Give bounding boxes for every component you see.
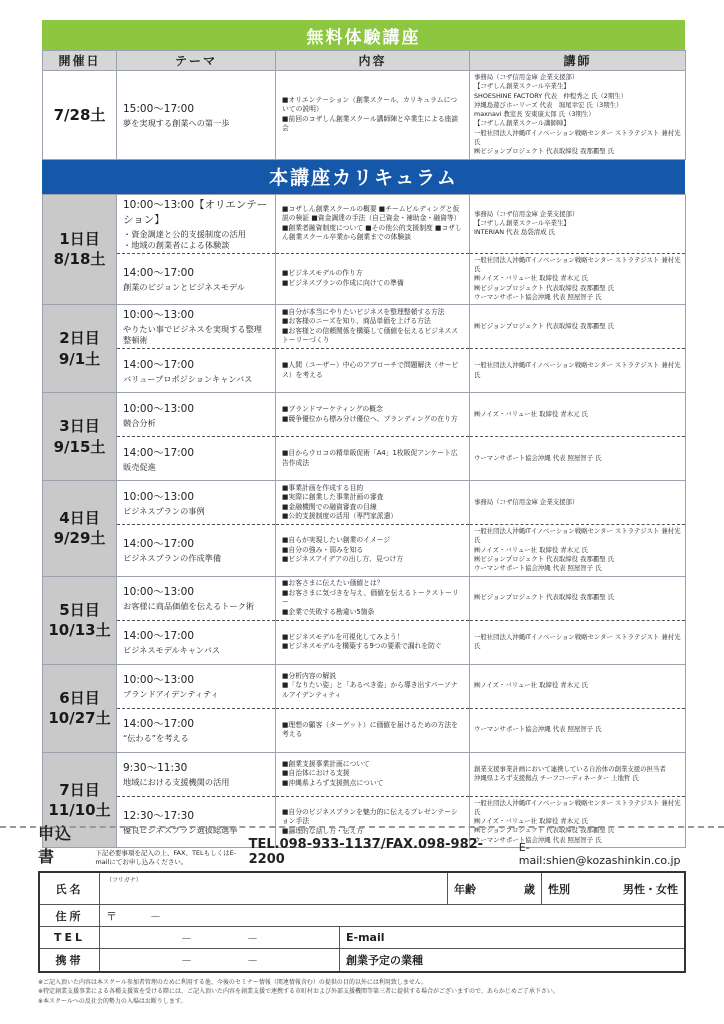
age-label: 年齢 [454, 882, 476, 896]
slot-content: ■事業計画を作成する目的 ■実際に創業した事業計画の審査 ■金融機関での融資審査の目線 ■公的支援制度の活用（専門家派遣） [276, 481, 470, 525]
footnote: ※ご記入頂いた内容は本スクール参加者管理のために利用する他、今後のセミナー情報（関連情報含む）の提供の目的以外には利用致しません。 [38, 979, 428, 986]
slot-theme-text: 創業のビジョンとビジネスモデル [123, 281, 245, 292]
contact-telfax: TEL.098-933-1137/FAX.098-982-2200 [248, 837, 484, 867]
slot-theme-text: 競合分析 [123, 417, 156, 428]
slot-time: 10:00～13:00 [123, 586, 195, 599]
address-field[interactable] [100, 905, 684, 926]
session-date [43, 393, 117, 481]
session-number: 6日目 [59, 688, 100, 707]
slot-theme-text: ビジネスプランの作成準備 [123, 553, 222, 564]
slot-content: ■ビジネスモデルの作り方 ■ビジネスプランの作成に向けての準備 [276, 253, 470, 304]
mobile-field[interactable] [100, 949, 340, 971]
business-field[interactable] [340, 949, 684, 971]
slot-content: ■ビジネスモデルを可視化してみよう！ ■ビジネスモデルを構築する9つの要素で漏れを防ぐ [276, 620, 470, 664]
slot-time: 14:00～17:00 [123, 538, 195, 551]
email-label: E-mail [346, 931, 385, 944]
session-day: 8/18土 [53, 250, 106, 269]
address-label: 住所 [40, 905, 100, 926]
session-day: 9/1土 [58, 349, 101, 368]
trial-lecturers [470, 71, 686, 160]
slot-time: 10:00～13:00 [123, 309, 195, 322]
trial-content-item: ■前回のコザしん創業スクール講師陣と卒業生による座談会 [282, 114, 459, 133]
slot-content: ■分析内容の解説 ■「なりたい姿」と「あるべき姿」から導き出すパーソナルアイデンティティ [276, 664, 470, 708]
slot-theme-text: ビジネスモデルキャンバス [123, 645, 221, 656]
session-number: 2日目 [59, 329, 100, 348]
session-number: 1日目 [59, 230, 100, 249]
slot-time: 10:00～13:00 [123, 490, 195, 503]
slot-content: ■人間（ユーザー）中心のアプローチで問題解決（サービス）を考える [276, 349, 470, 393]
slot-theme [117, 752, 276, 796]
trial-content [276, 71, 470, 160]
contact-email: E-mail:shien@kozashinkin.co.jp [518, 841, 681, 867]
trial-theme: 夢を実現する創業への第一歩 [123, 117, 230, 128]
lecturer-line: 事務局（コザ信用金庫 企業支援部） [474, 73, 579, 81]
lecturer-line: ㈱ビジョンプロジェクト 代表取締役 我那覇聖 氏 [474, 147, 615, 156]
slot-content: ■コザしん創業スクールの概要 ■チームビルディングと仮説の検証 ■資金調達の手法（自己資金・補助金・融資等）■創業者融資制度について ■その他公的支援制度 ■コザしん創業スクール卒業から創業までの体験談 [276, 194, 470, 253]
furigana-label: （フリガナ） [106, 877, 142, 884]
postal-mark: 〒 － [106, 909, 161, 923]
age-field[interactable] [448, 873, 542, 904]
cut-line [0, 826, 724, 828]
trial-time: 15:00～17:00 [123, 102, 195, 115]
slot-time: 14:00～17:00 [123, 630, 195, 643]
slot-time: 10:00～13:00 [123, 402, 195, 415]
slot-time: 14:00～17:00 [123, 718, 195, 731]
gender-label: 性別 [548, 882, 570, 896]
slot-theme-text: “伝わる”を考える [123, 733, 189, 744]
tel-field[interactable] [100, 927, 340, 948]
session-day: 9/15土 [53, 437, 106, 456]
application-note: 下記必要事項を記入の上、FAX、TELもしくはE-mailにてお申し込みください。 [95, 849, 237, 867]
slot-time: 14:00～17:00 [123, 358, 195, 371]
header-date: 開催日 [43, 51, 117, 71]
form-grid [38, 871, 686, 973]
tel-dashes: － － [181, 931, 258, 945]
session-date [43, 664, 117, 752]
session-number: 3日目 [59, 417, 100, 436]
slot-time: 14:00～17:00 [123, 266, 195, 279]
slot-lecturer: 創業支援事業計画において連携している自治体の創業支援の担当者 沖縄県よろず支援拠点 チーフコーディネーター 上地哲 氏 [470, 752, 686, 796]
session-day: 10/13土 [48, 621, 111, 640]
session-date [43, 576, 117, 664]
slot-theme-text: ビジネスプランの事例 [123, 505, 205, 516]
gender-options: 男性・女性 [623, 882, 678, 896]
slot-theme [117, 664, 276, 708]
trial-banner: 無料体験講座 [42, 20, 685, 50]
slot-theme [117, 437, 276, 481]
slot-theme [117, 194, 276, 253]
slot-lecturer: ㈱ビジョンプロジェクト 代表取締役 我那覇聖 氏 [470, 576, 686, 620]
slot-theme [117, 481, 276, 525]
slot-theme-text: バリュープロポジションキャンバス [123, 373, 253, 384]
header-theme: テーマ [117, 51, 276, 71]
slot-content: ■自らが実現したい創業のイメージ ■自分の強み・弱みを知る ■ビジネスアイデアの出し方、見つけ方 [276, 525, 470, 576]
footnotes [38, 978, 688, 1006]
curriculum [42, 20, 685, 848]
slot-content: ■理想の顧客（ターゲット）に価値を届けるための方法を考える [276, 708, 470, 752]
main-table [42, 194, 686, 848]
slot-time: 14:00～17:00 [123, 446, 195, 459]
session-date [43, 481, 117, 576]
slot-theme [117, 253, 276, 304]
lecturer-line: 【コザしん創業スクール講師陣】 [474, 119, 570, 128]
age-unit: 歳 [524, 882, 535, 896]
lecturer-line: SHOESHINE FACTORY 代表 仲程秀之 氏（2期生） [474, 91, 628, 100]
slot-lecturer: 一般社団法人沖縄ITイノベーション戦略センター ストラテジスト 兼村光 氏 ㈱ノイズ・バリュー社 取締役 青木元 氏 ㈱ビジョンプロジェクト 代表取締役 我那覇聖 氏 ウーマンサポート協会沖縄 代表 照屋智子 氏 [470, 796, 686, 847]
slot-lecturer: ㈱ノイズ・バリュー社 取締役 青木元 氏 [470, 664, 686, 708]
trial-content-item: ■オリエンテーション（創業スクール、カリキュラムについての説明） [282, 95, 458, 114]
slot-content: ■目からウロコの精単販促術「A4」1枚販促アンケート広告作成法 [276, 437, 470, 481]
session-day: 9/29土 [53, 529, 106, 548]
session-number: 4日目 [59, 509, 100, 528]
session-date [43, 194, 117, 305]
slot-lecturer: ㈱ビジョンプロジェクト 代表取締役 我那覇聖 氏 [470, 305, 686, 349]
slot-theme-text: ・資金調達と公的支援制度の活用 ・地域の創業者による体験談 [123, 228, 246, 250]
slot-lecturer: 一般社団法人沖縄ITイノベーション戦略センター ストラテジスト 兼村光 氏 [470, 349, 686, 393]
trial-date: 7/28土 [43, 71, 117, 160]
session-day: 10/27土 [48, 709, 111, 728]
slot-lecturer: 一般社団法人沖縄ITイノベーション戦略センター ストラテジスト 兼村光 氏 ㈱ノイズ・バリュー社 取締役 青木元 氏 ㈱ビジョンプロジェクト 代表取締役 我那覇聖 氏 ウーマンサポート協会沖縄 代表 照屋智子 氏 [470, 525, 686, 576]
slot-theme [117, 576, 276, 620]
application-title: 申込書 [38, 824, 73, 866]
header-content: 内容 [276, 51, 470, 71]
name-field[interactable] [100, 873, 448, 904]
slot-lecturer: ㈱ノイズ・バリュー社 取締役 青木元 氏 [470, 393, 686, 437]
footnote: ※本スクールへの反社会的勢力の入場はお断りします。 [38, 997, 187, 1005]
business-label: 創業予定の業種 [346, 954, 423, 967]
trial-table [42, 50, 686, 160]
slot-lecturer: 一般社団法人沖縄ITイノベーション戦略センター ストラテジスト 兼村光 氏 [470, 620, 686, 664]
footnote: ※特定創業支援事業による各種支援策を受ける際には、ご記入頂いた内容を創業支援で連携する市町村および外部支援機関等第三者に提供する場合がございますので、あらかじめご了承下さい。 [38, 988, 559, 996]
slot-theme-text: ブランドアイデンティティ [123, 689, 219, 700]
slot-content: ■創業支援事業計画について ■自治体における支援 ■沖縄県よろず支援拠点について [276, 752, 470, 796]
slot-time: 12:30～17:30 [123, 809, 195, 822]
slot-theme-text: 優良ビジネスプラン選抜総選挙 [123, 824, 238, 835]
slot-content: ■ブランドマーケティングの概念 ■競争優位から標み分け優位へ、ブランディングの在り方 [276, 393, 470, 437]
slot-theme [117, 305, 276, 349]
mobile-label: 携帯 [40, 949, 100, 971]
slot-content: ■お客さまに伝えたい価値とは？ ■お客さまに気づきを与え、価値を伝えるトークストーリー ■企業で失敗する勘違い5箇条 [276, 576, 470, 620]
mobile-dashes: － － [181, 954, 258, 967]
header-lecturer: 講師 [470, 51, 686, 71]
trial-theme-cell [117, 71, 276, 160]
slot-content: ■自分のビジネスプランを魅力的に伝えるプレゼンテーション手法 ■論理的な話し方・伝え方 [276, 796, 470, 847]
email-field[interactable] [340, 927, 684, 948]
lecturer-line: maxnavi 教室長 安東康太郎 氏（3期生） [474, 110, 595, 119]
lecturer-line: 【コザしん創業スクール卒業生】 [474, 82, 570, 91]
slot-lecturer: 一般社団法人沖縄ITイノベーション戦略センター ストラテジスト 兼村光 氏 ㈱ノイズ・バリュー社 取締役 青木元 氏 ㈱ビジョンプロジェクト 代表取締役 我那覇聖 氏 ウーマンサポート協会沖縄 代表 照屋智子 氏 [470, 253, 686, 304]
slot-theme [117, 349, 276, 393]
slot-time: 10:00～13:00【オリエンテーション】 [123, 198, 268, 226]
slot-theme [117, 393, 276, 437]
session-number: 7日目 [59, 780, 100, 799]
session-date [43, 305, 117, 393]
slot-theme-text: やりたい事でビジネスを実現する整理整頓術 [123, 324, 262, 346]
lecturer-line: 一般社団法人沖縄ITイノベーション戦略センター ストラテジスト 兼村光 氏 [474, 128, 681, 146]
slot-content: ■自分が本当にやりたいビジネスを整理整頓する方法 ■お客様のニーズを知り、商品単価を上げる方法 ■お客様との信頼関係を構築して価値を伝えるビジネスストーリーづくり [276, 305, 470, 349]
tel-label: TEL [40, 927, 100, 948]
slot-time: 9:30～11:30 [123, 762, 188, 775]
main-banner: 本講座カリキュラム [42, 160, 685, 194]
gender-field[interactable] [542, 873, 684, 904]
slot-lecturer: 事務局（コザ信用金庫 企業支援部） 【コザしん創業スクール卒業生】 INTERIAN 代表 島袋清成 氏 [470, 194, 686, 253]
slot-theme [117, 708, 276, 752]
slot-time: 10:00～13:00 [123, 674, 195, 687]
slot-lecturer: ウーマンサポート協会沖縄 代表 照屋智子 氏 [470, 437, 686, 481]
session-day: 11/10土 [48, 800, 111, 819]
slot-lecturer: 事務局（コザ信用金庫 企業支援部） [470, 481, 686, 525]
slot-theme-text: お客様に商品価値を伝えるトーク術 [123, 601, 255, 612]
lecturer-line: 沖縄島遊びホーリーズ 代表 堀尾幸宏 氏（3期生） [474, 100, 623, 109]
session-number: 5日目 [59, 600, 100, 619]
slot-theme [117, 525, 276, 576]
slot-theme [117, 620, 276, 664]
name-label: 氏名 [40, 873, 100, 904]
slot-theme-text: 販売促進 [123, 461, 156, 472]
slot-theme-text: 地域における支援機関の活用 [123, 777, 230, 788]
slot-lecturer: ウーマンサポート協会沖縄 代表 照屋智子 氏 [470, 708, 686, 752]
